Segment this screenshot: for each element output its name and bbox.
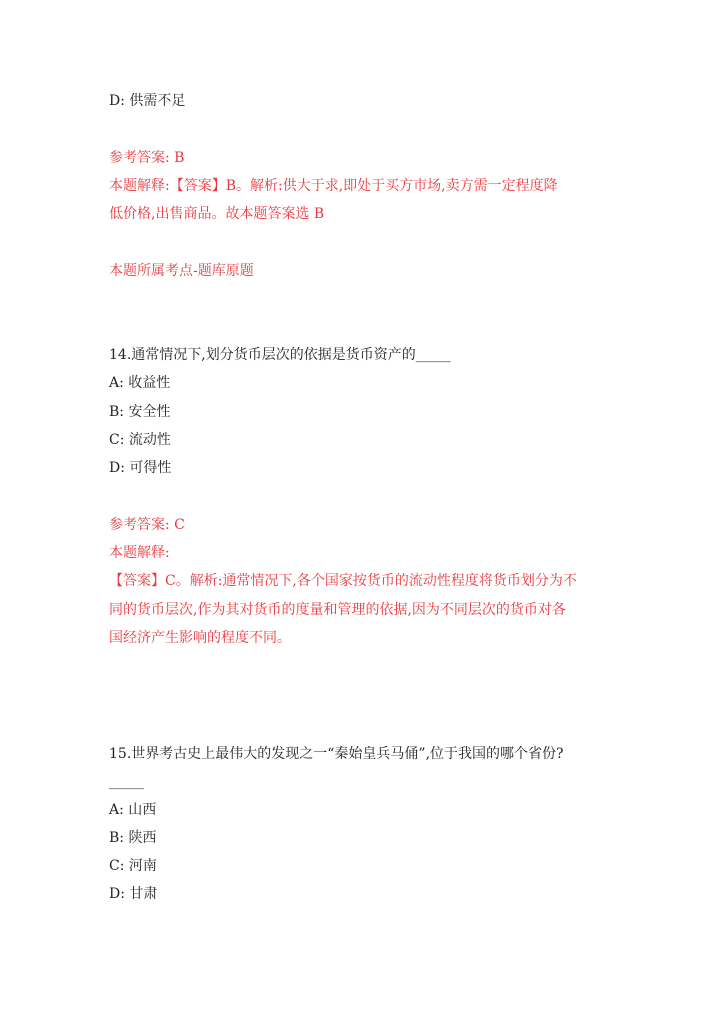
q14-explanation-line1: 【答案】C。解析:通常情况下,各个国家按货币的流动性程度将货币划分为不 xyxy=(109,573,577,589)
q14-explanation-line2: 同的货币层次,作为其对货币的度量和管理的依据,因为不同层次的货币对各 xyxy=(109,602,566,618)
q14-option-b: B: 安全性 xyxy=(109,404,171,420)
prev-explanation-line1: 本题解释:【答案】B。解析:供大于求,即处于买方市场,卖方需一定程度降 xyxy=(109,178,558,194)
q14-explanation-line3: 国经济产生影响的程度不同。 xyxy=(109,630,291,646)
q15-question: 15.世界考古史上最伟大的发现之一“秦始皇兵马俑”,位于我国的哪个省份? xyxy=(109,746,564,762)
prev-answer: 参考答案: B xyxy=(109,150,185,166)
q15-option-a: A: 山西 xyxy=(109,802,157,818)
q14-option-a: A: 收益性 xyxy=(109,375,171,391)
prev-category: 本题所属考点-题库原题 xyxy=(109,263,254,279)
q15-option-b: B: 陕西 xyxy=(109,830,157,846)
q14-question: 14.通常情况下,划分货币层次的依据是货币资产的_____ xyxy=(109,347,451,363)
q14-option-c: C: 流动性 xyxy=(109,432,171,448)
q15-option-c: C: 河南 xyxy=(109,858,157,874)
q15-answer-blank: _____ xyxy=(109,774,144,790)
prev-explanation-line2: 低价格,出售商品。故本题答案选 B xyxy=(109,206,325,222)
q14-answer: 参考答案: C xyxy=(109,517,185,533)
q14-option-d: D: 可得性 xyxy=(109,460,172,476)
q15-option-d: D: 甘肃 xyxy=(109,886,158,902)
prev-option-d: D: 供需不足 xyxy=(109,93,186,109)
q14-explanation-label: 本题解释: xyxy=(109,545,170,561)
